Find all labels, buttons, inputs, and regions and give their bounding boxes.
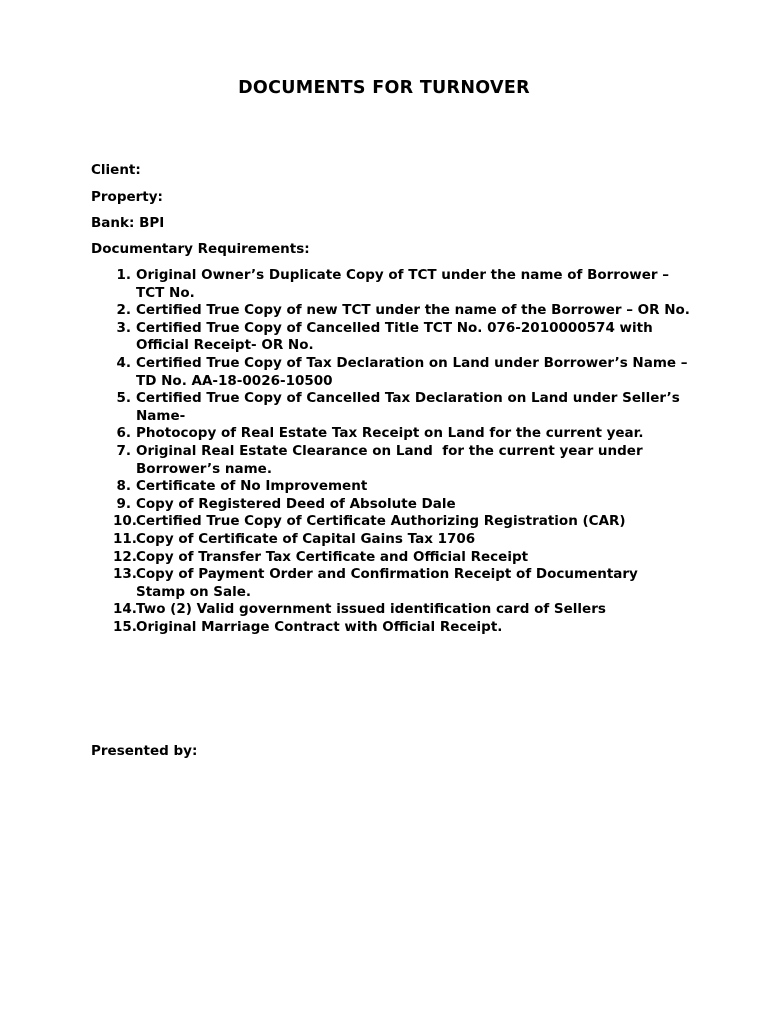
requirement-item xyxy=(0,267,691,302)
requirement-item xyxy=(0,549,691,567)
bank-label: Bank: BPI xyxy=(91,215,165,231)
requirement-number: 6. xyxy=(116,425,131,442)
requirement-text: Certified True Copy of Tax Declaration on Land under Borrower’s Name – TD No. AA-18-0026-10500 xyxy=(136,354,693,389)
requirement-text: Original Owner’s Duplicate Copy of TCT under the name of Borrower – TCT No. xyxy=(136,267,674,301)
requirement-text: Photocopy of Real Estate Tax Receipt on Land for the current year. xyxy=(136,425,644,442)
requirement-text: Original Real Estate Clearance on Land for the current year under Borrower’s name. xyxy=(136,442,648,477)
requirement-item xyxy=(0,513,691,531)
requirement-number: 10. xyxy=(113,513,137,530)
requirement-text: Copy of Registered Deed of Absolute Dale xyxy=(136,495,456,512)
requirement-text: Certificate of No Improvement xyxy=(136,478,368,495)
requirement-number: 11. xyxy=(113,530,137,547)
requirement-item xyxy=(0,355,691,390)
requirement-item xyxy=(0,425,691,443)
requirement-number: 4. xyxy=(116,354,131,371)
requirement-number: 15. xyxy=(113,618,137,635)
requirement-number: 14. xyxy=(113,601,137,618)
property-label: Property: xyxy=(91,189,163,205)
requirements-list xyxy=(0,267,768,636)
requirement-item xyxy=(0,478,691,496)
requirement-item xyxy=(0,566,691,601)
requirement-text: Original Marriage Contract with Official Receipt. xyxy=(136,618,503,635)
requirement-number: 3. xyxy=(116,319,131,336)
requirement-text: Copy of Certificate of Capital Gains Tax 1706 xyxy=(136,530,476,547)
requirement-text: Certified True Copy of Certificate Authorizing Registration (CAR) xyxy=(136,513,626,530)
requirements-heading: Documentary Requirements: xyxy=(91,241,310,257)
presented-by-label: Presented by: xyxy=(91,743,198,759)
requirement-number: 7. xyxy=(116,442,131,459)
requirement-text: Certified True Copy of Cancelled Title TCT No. 076-2010000574 with Official Receipt- OR No. xyxy=(136,319,658,354)
requirement-item xyxy=(0,496,691,514)
requirement-number: 13. xyxy=(113,566,137,583)
requirement-text: Certified True Copy of Cancelled Tax Declaration on Land under Seller’s Name- xyxy=(136,390,685,424)
requirement-number: 8. xyxy=(116,478,131,495)
client-label: Client: xyxy=(91,162,141,178)
requirement-text: Copy of Payment Order and Confirmation Receipt of Documentary Stamp on Sale. xyxy=(136,566,643,600)
requirement-item xyxy=(0,390,691,425)
requirement-item xyxy=(0,601,691,619)
requirement-item xyxy=(0,320,691,355)
requirement-item xyxy=(0,302,691,320)
requirement-number: 5. xyxy=(116,390,131,407)
requirement-number: 1. xyxy=(116,267,131,283)
requirement-text: Copy of Transfer Tax Certificate and Official Receipt xyxy=(136,548,529,565)
requirement-text: Two (2) Valid government issued identification card of Sellers xyxy=(136,601,606,618)
document-title: DOCUMENTS FOR TURNOVER xyxy=(238,78,530,98)
requirement-number: 9. xyxy=(116,495,131,512)
requirement-number: 12. xyxy=(113,548,137,565)
requirement-item xyxy=(0,619,691,637)
requirement-item xyxy=(0,531,691,549)
requirement-text: Certified True Copy of new TCT under the name of the Borrower – OR No. xyxy=(136,302,690,319)
requirement-item xyxy=(0,443,691,478)
requirement-number: 2. xyxy=(116,302,131,319)
